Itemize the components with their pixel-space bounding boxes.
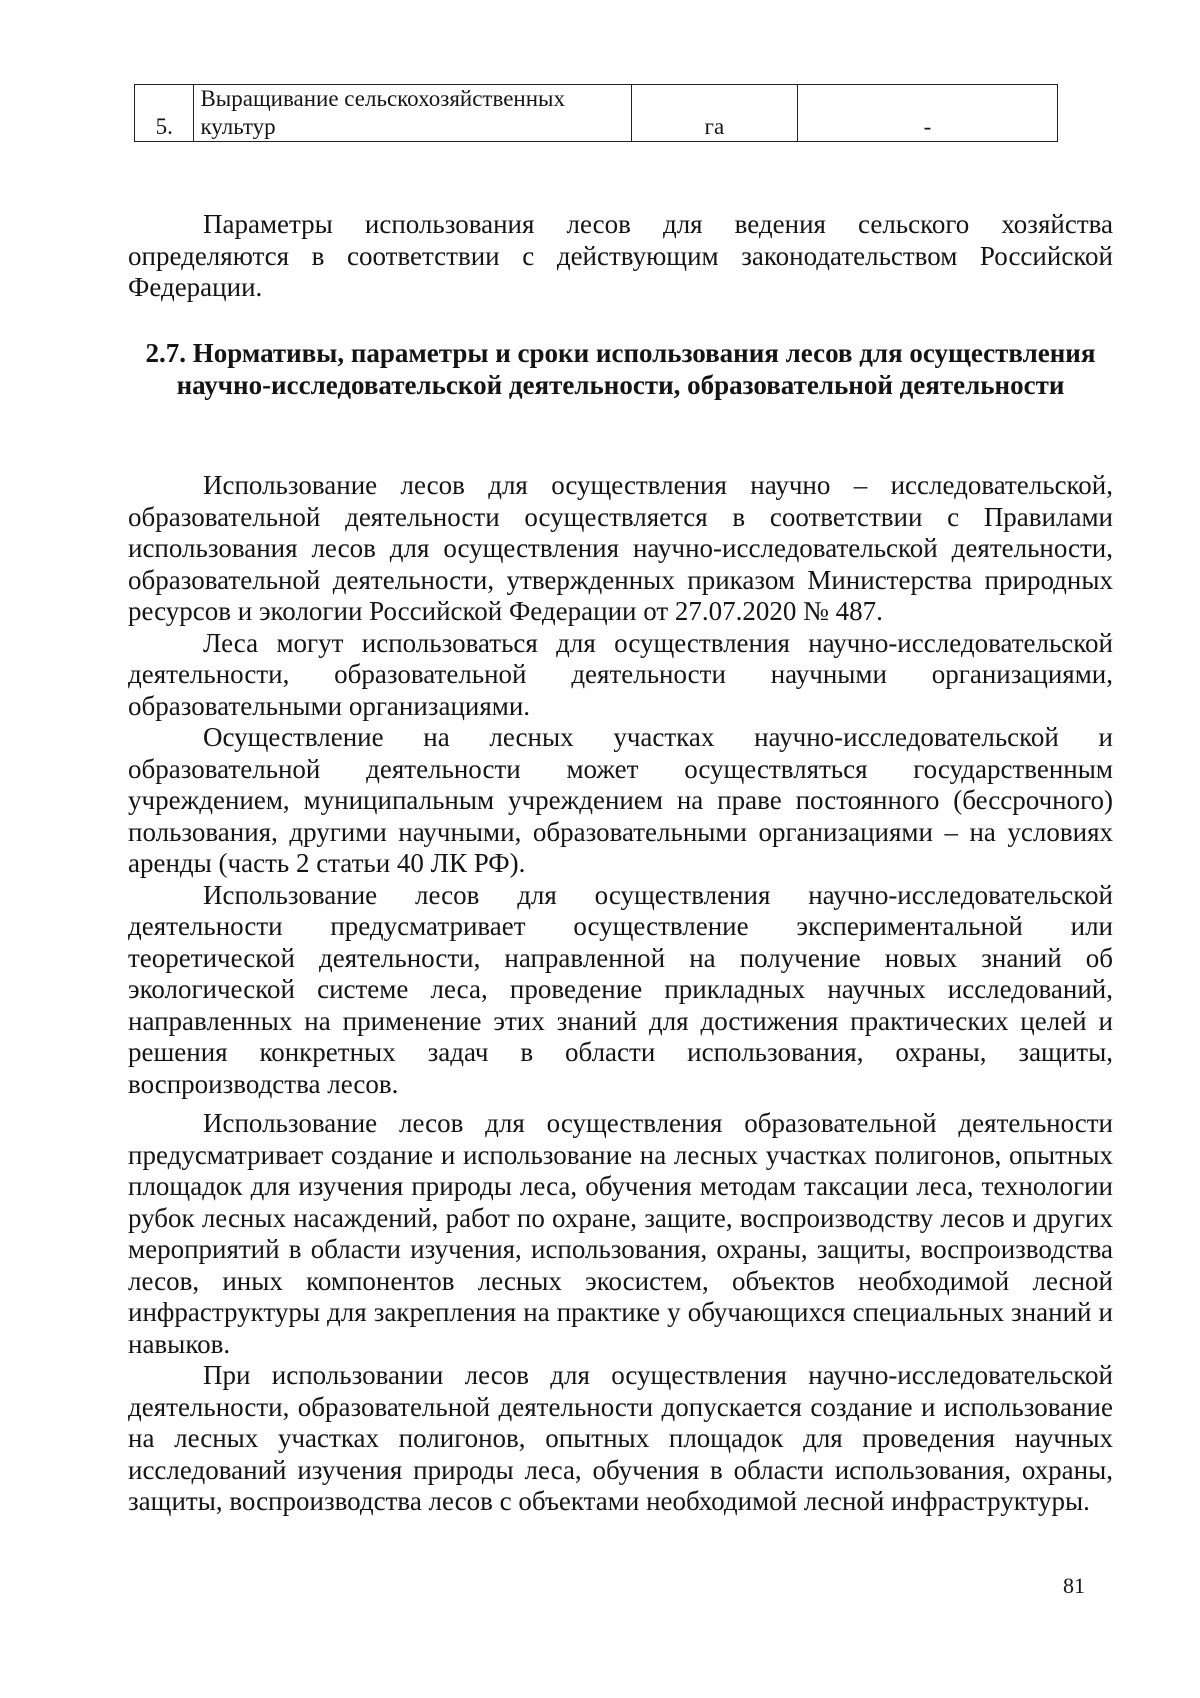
- body-paragraph-6: При использовании лесов для осуществления научно-исследовательской деятельности, образовательной деятельности допускается создание и использование на лесных участках полигонов, опытных площадок для проведения научных исследований изучения природы леса, обучения в области использования, охраны, защиты, воспроизводства лесов с объектами необходимой лесной инфраструктуры.: [128, 1360, 1113, 1516]
- row-value-cell: -: [798, 85, 1058, 142]
- table-row: [135, 85, 1058, 142]
- body-paragraph-3: Осуществление на лесных участках научно-исследовательской и образовательной деятельности может осуществляться государственным учреждением, муниципальным учреждением на праве постоянного (бессрочного) пользования, другими научными, образовательными организациями – на условиях аренды (часть 2 статьи 40 ЛК РФ).: [128, 722, 1113, 878]
- section-body: [128, 470, 1113, 1518]
- row-number-cell: 5.: [135, 85, 194, 142]
- table-fragment: [134, 84, 1058, 142]
- row-name-cell: [194, 85, 631, 142]
- row-name-line-2: культур: [200, 114, 276, 139]
- body-paragraph-1: Использование лесов для осуществления научно – исследовательской, образовательной деятельности осуществляется в соответствии с Правилами использования лесов для осуществления научно-исследовательской деятельности, образовательной деятельности, утвержденных приказом Министерства природных ресурсов и экологии Российской Федерации от 27.07.2020 № 487.: [128, 470, 1113, 626]
- row-unit-cell: га: [631, 85, 797, 142]
- section-heading: 2.7. Нормативы, параметры и сроки использования лесов для осуществления научно-исследовательской деятельности, образовательной деятельности: [145, 338, 1096, 400]
- body-paragraph-2: Леса могут использоваться для осуществления научно-исследовательской деятельности, образовательной деятельности научными организациями, образовательными организациями.: [128, 627, 1113, 721]
- row-name-line-1: Выращивание сельскохозяйственных: [200, 86, 565, 111]
- body-paragraph-5: Использование лесов для осуществления образовательной деятельности предусматривает создание и использование на лесных участках полигонов, опытных площадок для изучения природы леса, обучения методам таксации леса, технологии рубок лесных насаждений, работ по охране, защите, воспроизводству лесов и других мероприятий в области изучения, использования, охраны, защиты, воспроизводства лесов, иных компонентов лесных экосистем, объектов необходимой лесной инфраструктуры для закрепления на практике у обучающихся специальных знаний и навыков.: [128, 1108, 1113, 1359]
- body-paragraph-4: Использование лесов для осуществления научно-исследовательской деятельности предусматривает осуществление экспериментальной или теоретической деятельности, направленной на получение новых знаний об экологической системе леса, проведение прикладных научных исследований, направленных на применение этих знаний для достижения практических целей и решения конкретных задач в области использования, охраны, защиты, воспроизводства лесов.: [128, 879, 1113, 1099]
- page-number: 81: [1063, 1573, 1085, 1598]
- intro-paragraph-text: Параметры использования лесов для ведения сельского хозяйства определяются в соответствии с действующим законодательством Российской Федерации.: [128, 209, 1113, 302]
- intro-paragraph: [128, 209, 1113, 304]
